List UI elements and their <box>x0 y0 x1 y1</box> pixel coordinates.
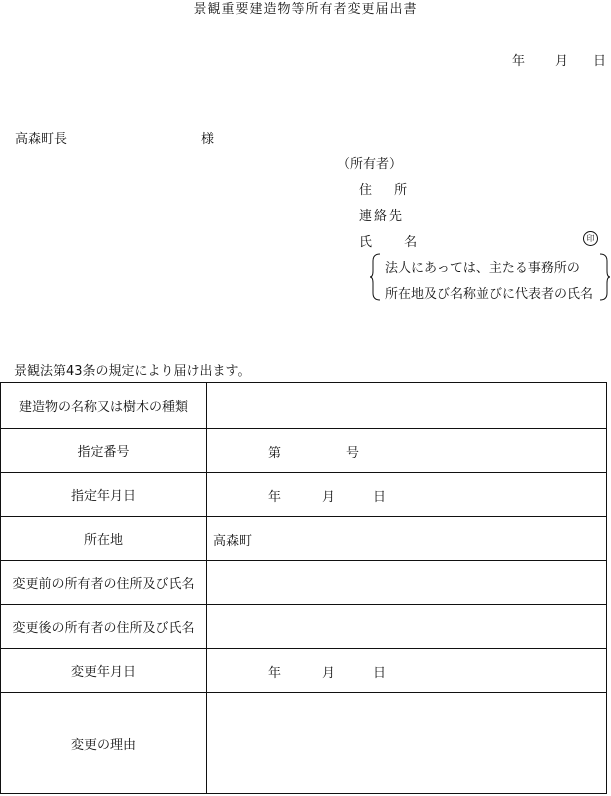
row-label-designation-number: 指定番号 <box>1 429 207 473</box>
change-month: 月 <box>322 666 336 681</box>
owner-name-label: 氏 名 <box>359 235 432 250</box>
date-day-label: 日 <box>593 54 607 69</box>
row-label-previous-owner: 変更前の所有者の住所及び氏名 <box>1 561 207 605</box>
addressee-honorific: 様 <box>201 132 215 147</box>
row-label-designation-date: 指定年月日 <box>1 473 207 517</box>
owner-address-label: 住 所 <box>359 183 417 198</box>
location-field[interactable] <box>207 517 607 561</box>
table-row <box>1 649 607 693</box>
location-value: 高森町 <box>213 534 253 549</box>
row-label-location: 所在地 <box>1 517 207 561</box>
table-row <box>1 561 607 605</box>
table-row <box>1 429 607 473</box>
addressee-name: 高森町長 <box>15 132 68 147</box>
page-title: 景観重要建造物等所有者変更届出書 <box>193 2 418 17</box>
designation-month: 月 <box>322 490 336 505</box>
structure-name-field[interactable] <box>207 383 607 429</box>
change-year: 年 <box>268 666 282 681</box>
previous-owner-field[interactable] <box>207 561 607 605</box>
note-line-2: 所在地及び名称並びに代表者の氏名 <box>385 287 594 302</box>
table-row <box>1 383 607 429</box>
form-table <box>0 382 607 794</box>
note-line-1: 法人にあっては、主たる事務所の <box>385 261 580 276</box>
change-date-field[interactable] <box>207 649 607 693</box>
table-row <box>1 473 607 517</box>
number-suffix: 号 <box>346 446 360 461</box>
right-bracket-icon <box>600 254 610 300</box>
change-day: 日 <box>373 666 387 681</box>
table-row <box>1 693 607 794</box>
owner-header: （所有者） <box>337 157 403 172</box>
law-statement: 景観法第43条の規定により届け出ます。 <box>14 364 251 379</box>
designation-number-field[interactable] <box>207 429 607 473</box>
row-label-structure-name: 建造物の名称又は樹木の種類 <box>1 383 207 429</box>
row-label-change-date: 変更年月日 <box>1 649 207 693</box>
row-label-change-reason: 変更の理由 <box>1 693 207 794</box>
row-label-new-owner: 変更後の所有者の住所及び氏名 <box>1 605 207 649</box>
seal-icon: 印 <box>583 231 598 246</box>
table-row <box>1 517 607 561</box>
table-row <box>1 605 607 649</box>
change-reason-field[interactable] <box>207 693 607 794</box>
date-year-label: 年 <box>512 54 526 69</box>
new-owner-field[interactable] <box>207 605 607 649</box>
designation-year: 年 <box>268 490 282 505</box>
date-month-label: 月 <box>555 54 569 69</box>
left-bracket-icon <box>370 254 380 300</box>
designation-date-field[interactable] <box>207 473 607 517</box>
designation-day: 日 <box>373 490 387 505</box>
number-prefix: 第 <box>268 446 282 461</box>
owner-contact-label: 連絡先 <box>359 209 405 224</box>
